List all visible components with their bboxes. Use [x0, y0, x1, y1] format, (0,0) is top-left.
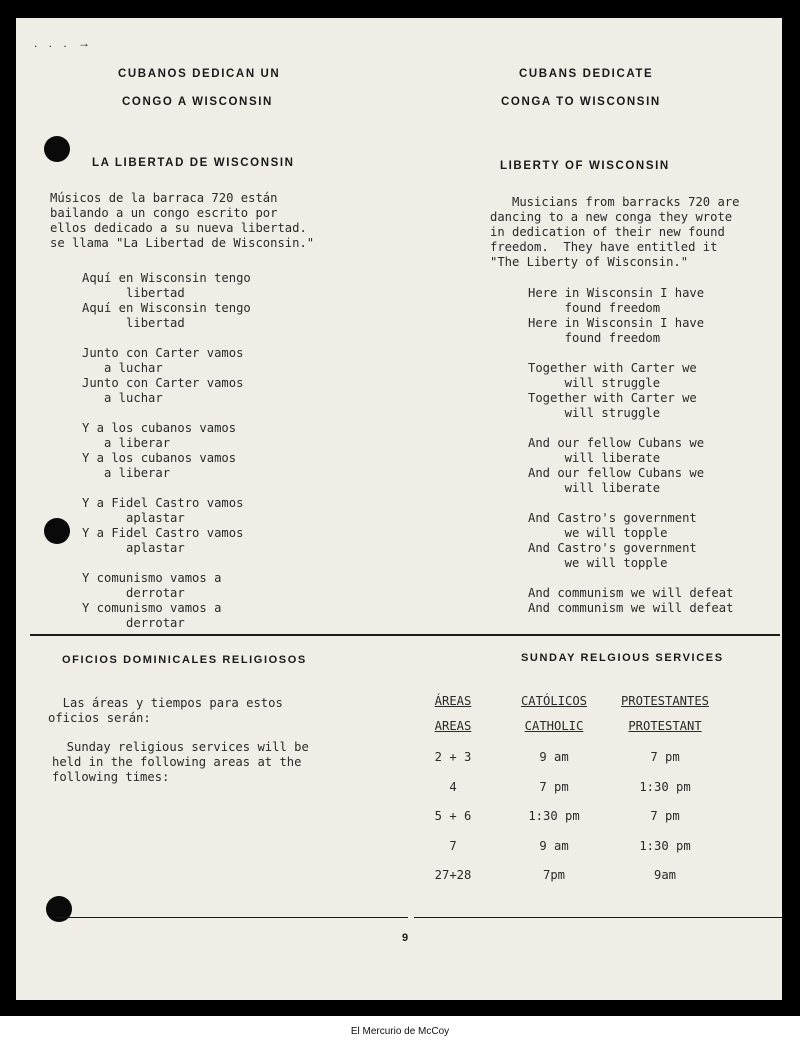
lyric-line [82, 331, 251, 346]
services-text-en [52, 740, 309, 785]
services-text-line: held in the following areas at the [52, 755, 302, 769]
lyric-line: Aquí en Wisconsin tengo [82, 301, 251, 315]
lyric-line: Aquí en Wisconsin tengo [82, 271, 251, 285]
lyric-line: derrotar [82, 616, 185, 630]
lyric-line: Y a Fidel Castro vamos [82, 496, 244, 510]
lyric-line: libertad [82, 316, 185, 330]
intro-line: Músicos de la barraca 720 están [50, 191, 278, 205]
table-cell: 1:30 pm [639, 779, 691, 794]
table-header-en: CATHOLIC [524, 719, 584, 733]
lyric-line: And our fellow Cubans we [528, 436, 705, 450]
lyric-line: will liberate [528, 481, 661, 495]
lyric-line [528, 496, 733, 511]
right-title-line2: CONGA TO WISCONSIN [501, 96, 661, 108]
left-title-line1: CUBANOS DEDICAN UN [118, 68, 281, 80]
table-cell: 27+28 [434, 868, 472, 882]
lyric-line [528, 421, 733, 436]
lyric-line: aplastar [82, 541, 185, 555]
lyric-line: And communism we will defeat [528, 586, 734, 600]
lyric-line: will struggle [528, 376, 661, 390]
services-text-es [48, 696, 283, 726]
right-title-line1: CUBANS DEDICATE [519, 68, 654, 80]
lyric-line: And Castro's government [528, 541, 697, 555]
services-text-line: oficios serán: [48, 711, 151, 725]
lyric-line: we will topple [528, 526, 668, 540]
bottom-rule-left [56, 917, 408, 918]
table-cell: 7 pm [539, 779, 569, 794]
table-cell: 5 + 6 [434, 809, 472, 823]
lyric-line: a liberar [82, 466, 171, 480]
newsletter-page [16, 18, 782, 1000]
lyric-line: Here in Wisconsin I have [528, 286, 705, 300]
left-title-line2: CONGO A WISCONSIN [122, 96, 273, 108]
lyric-line: Junto con Carter vamos [82, 376, 244, 390]
lyric-line: found freedom [528, 331, 661, 345]
table-cell: 1:30 pm [528, 809, 580, 823]
table-header-en: AREAS [434, 719, 472, 733]
intro-line: in dedication of their new found [490, 225, 725, 239]
lyric-line: found freedom [528, 301, 661, 315]
punch-hole-top [44, 136, 70, 162]
publication-footer: El Mercurio de McCoy [350, 1026, 450, 1037]
section-divider [30, 634, 780, 636]
table-cell: 7 pm [650, 750, 680, 764]
table-header-en: PROTESTANT [628, 719, 702, 733]
lyric-line [82, 481, 251, 496]
lyric-line: derrotar [82, 586, 185, 600]
lyric-line [528, 571, 733, 586]
table-cell: 7 [449, 838, 457, 853]
lyric-line: libertad [82, 286, 185, 300]
services-text-line: Las áreas y tiempos para estos [48, 696, 283, 710]
lyric-line: Together with Carter we [528, 361, 697, 375]
page-number: 9 [402, 932, 409, 944]
right-intro-paragraph [490, 195, 739, 270]
lyric-line: Y a los cubanos vamos [82, 451, 237, 465]
lyric-line: will struggle [528, 406, 661, 420]
intro-line: Musicians from barracks 720 are [490, 195, 740, 209]
intro-line: "The Liberty of Wisconsin." [490, 255, 689, 269]
intro-line: dancing to a new conga they wrote [490, 210, 733, 224]
left-subtitle: LA LIBERTAD DE WISCONSIN [92, 157, 295, 169]
services-heading-en: SUNDAY RELGIOUS SERVICES [521, 652, 724, 664]
left-intro-paragraph [50, 191, 314, 251]
right-subtitle: LIBERTY OF WISCONSIN [500, 160, 670, 172]
table-cell: 9am [653, 868, 676, 882]
top-marks: . . . → [34, 36, 95, 50]
right-song-lyrics [528, 286, 733, 616]
lyric-line [528, 346, 733, 361]
table-cell: 4 [449, 779, 457, 794]
punch-hole-middle [44, 518, 70, 544]
lyric-line: a luchar [82, 361, 163, 375]
table-cell: 9 am [539, 750, 569, 764]
lyric-line: Y comunismo vamos a [82, 571, 222, 585]
lyric-line: And our fellow Cubans we [528, 466, 705, 480]
lyric-line [82, 406, 251, 421]
table-cell: 7pm [542, 868, 565, 882]
table-cell: 1:30 pm [639, 838, 691, 853]
table-header-es: CATÓLICOS [520, 694, 588, 708]
table-cell: 7 pm [650, 809, 680, 823]
table-cell: 9 am [539, 838, 569, 853]
lyric-line: a luchar [82, 391, 163, 405]
intro-line: bailando a un congo escrito por [50, 206, 278, 220]
lyric-line: And communism we will defeat [528, 601, 734, 615]
services-text-line: Sunday religious services will be [52, 740, 309, 754]
lyric-line: And Castro's government [528, 511, 697, 525]
lyric-line: Together with Carter we [528, 391, 697, 405]
lyric-line: Y comunismo vamos a [82, 601, 222, 615]
left-song-lyrics [82, 271, 251, 631]
table-header-es: ÁREAS [434, 694, 472, 708]
lyric-line: we will topple [528, 556, 668, 570]
lyric-line: Junto con Carter vamos [82, 346, 244, 360]
intro-line: freedom. They have entitled it [490, 240, 718, 254]
intro-line: se llama "La Libertad de Wisconsin." [50, 236, 315, 250]
lyric-line: a liberar [82, 436, 171, 450]
lyric-line: Y a Fidel Castro vamos [82, 526, 244, 540]
bottom-rule-right [414, 917, 782, 918]
table-header-es: PROTESTANTES [620, 694, 710, 708]
lyric-line: aplastar [82, 511, 185, 525]
services-heading-es: OFICIOS DOMINICALES RELIGIOSOS [62, 654, 307, 666]
services-text-line: following times: [52, 770, 170, 784]
lyric-line: Here in Wisconsin I have [528, 316, 705, 330]
intro-line: ellos dedicado a su nueva libertad. [50, 221, 307, 235]
lyric-line [82, 556, 251, 571]
lyric-line: Y a los cubanos vamos [82, 421, 237, 435]
lyric-line: will liberate [528, 451, 661, 465]
table-cell: 2 + 3 [434, 750, 472, 764]
